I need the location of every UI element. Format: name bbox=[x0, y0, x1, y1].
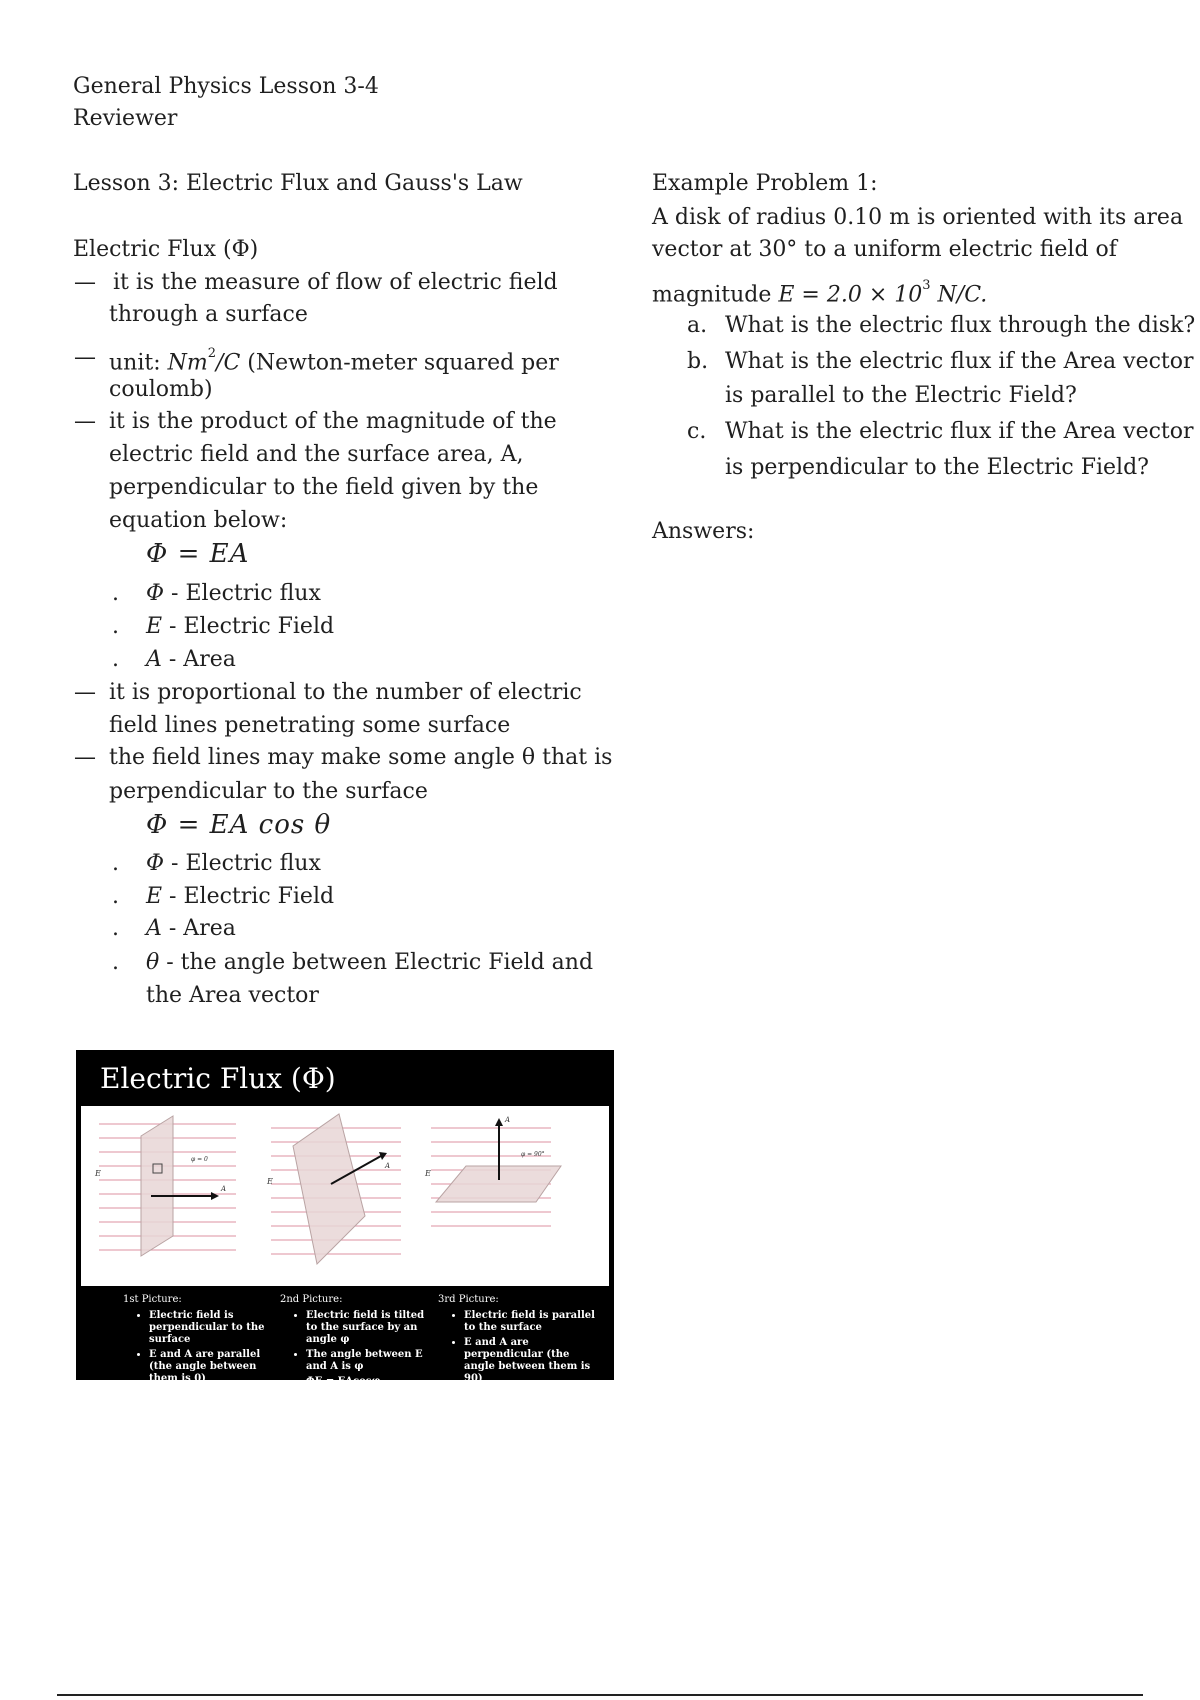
list-dot: . bbox=[112, 950, 119, 975]
example-magnitude: magnitude $E = 2.0 \times 10^3$ N/C. bbox=[652, 278, 988, 308]
list-dot: . bbox=[112, 884, 119, 909]
example-text-line-2: vector at 30° to a uniform electric field of bbox=[652, 237, 1117, 262]
dash-bullet: — bbox=[74, 270, 96, 295]
equation-flux-angle: Φ = EA cos θ bbox=[146, 810, 332, 840]
question-c-line-1: What is the electric flux if the Area vector bbox=[725, 419, 1194, 444]
label-e: E bbox=[95, 1169, 101, 1178]
label-a: A bbox=[221, 1185, 227, 1193]
bullet-4-line-1: it is proportional to the number of electric bbox=[109, 680, 582, 705]
def2-4: θ - the angle between Electric Field and bbox=[146, 950, 594, 975]
list-dot: . bbox=[112, 614, 119, 639]
list-dot: . bbox=[112, 851, 119, 876]
def-1: Φ - Electric flux bbox=[146, 581, 321, 606]
bullet-2-line-2: coulomb) bbox=[109, 377, 213, 402]
diagram-perpendicular bbox=[94, 1116, 236, 1256]
question-b-line-2: is parallel to the Electric Field? bbox=[725, 383, 1077, 408]
bullet-3-line-2: electric field and the surface area, A, bbox=[109, 442, 524, 467]
lesson-heading: Lesson 3: Electric Flux and Gauss's Law bbox=[73, 171, 523, 196]
def2-3: A - Area bbox=[146, 916, 236, 941]
label-a-2: A bbox=[385, 1162, 391, 1170]
def2-4-cont: the Area vector bbox=[146, 983, 319, 1008]
def2-2: E - Electric Field bbox=[146, 884, 335, 909]
figure-diagram-panel bbox=[81, 1106, 609, 1286]
label-e-3: E bbox=[425, 1169, 431, 1178]
doc-title: General Physics Lesson 3-4 bbox=[73, 74, 379, 99]
bullet-1-line-1: it is the measure of flow of electric field bbox=[113, 270, 558, 295]
bullet-5-line-2: perpendicular to the surface bbox=[109, 779, 428, 804]
unit-symbol: Nm bbox=[167, 350, 208, 376]
example-text-line-1: A disk of radius 0.10 m is oriented with its area bbox=[652, 205, 1184, 230]
bullet-2-line-1: unit: Nm$^2$/C (Newton-meter squared per bbox=[109, 346, 559, 376]
caption-2: 2nd Picture: • Electric field is tilted to the surface by an angle φ • The angle between E and A is φ • ΦE = EAcosφ bbox=[280, 1294, 430, 1391]
question-c-letter: c. bbox=[687, 419, 707, 444]
doc-subtitle: Reviewer bbox=[73, 106, 178, 131]
question-a-line-1: What is the electric flux through the disk? bbox=[725, 313, 1196, 338]
bullet-1-line-2: through a surface bbox=[109, 302, 308, 327]
bullet-3-line-1: it is the product of the magnitude of the bbox=[109, 409, 557, 434]
label-phi-0: φ = 0 bbox=[191, 1156, 208, 1163]
question-b-letter: b. bbox=[687, 349, 709, 374]
question-a-letter: a. bbox=[687, 313, 708, 338]
dash-bullet: — bbox=[74, 745, 96, 770]
section-heading: Electric Flux (Φ) bbox=[73, 237, 259, 262]
label-a-3: A bbox=[505, 1116, 511, 1124]
label-e-2: E bbox=[267, 1177, 273, 1186]
bullet-3-line-4: equation below: bbox=[109, 508, 288, 533]
list-dot: . bbox=[112, 916, 119, 941]
page-bottom-rule bbox=[57, 1694, 1143, 1696]
caption-3: 3rd Picture: • Electric field is parallel to the surface • E and A are perpendicular (the angle between them is 90) • ΦE = 0 bbox=[438, 1294, 598, 1403]
question-b-line-1: What is the electric flux if the Area vector bbox=[725, 349, 1194, 374]
list-dot: . bbox=[112, 647, 119, 672]
caption-1: 1st Picture: • Electric field is perpendicular to the surface • E and A are parallel (the angle between them is 0) • ΦE = EA bbox=[123, 1294, 273, 1403]
question-c-line-2: is perpendicular to the Electric Field? bbox=[725, 455, 1149, 480]
diagram-parallel bbox=[424, 1116, 561, 1226]
example-heading: Example Problem 1: bbox=[652, 171, 878, 196]
figure-title: Electric Flux (Φ) bbox=[100, 1062, 336, 1095]
def-3: A - Area bbox=[146, 647, 236, 672]
def2-1: Φ - Electric flux bbox=[146, 851, 321, 876]
def-2: E - Electric Field bbox=[146, 614, 335, 639]
bullet-5-line-1: the field lines may make some angle θ that is bbox=[109, 745, 613, 770]
flux-diagrams-svg bbox=[81, 1106, 609, 1286]
electric-flux-figure bbox=[76, 1050, 614, 1399]
label-phi-90: φ = 90° bbox=[521, 1151, 545, 1158]
answers-label: Answers: bbox=[652, 519, 755, 544]
dash-bullet: — bbox=[74, 680, 96, 705]
bullet-3-line-3: perpendicular to the field given by the bbox=[109, 475, 539, 500]
dash-bullet: — bbox=[74, 409, 96, 434]
equation-flux: Φ = EA bbox=[146, 539, 250, 569]
diagram-tilted bbox=[266, 1114, 401, 1264]
dash-bullet: — bbox=[74, 345, 96, 370]
list-dot: . bbox=[112, 581, 119, 606]
bullet-4-line-2: field lines penetrating some surface bbox=[109, 713, 511, 738]
